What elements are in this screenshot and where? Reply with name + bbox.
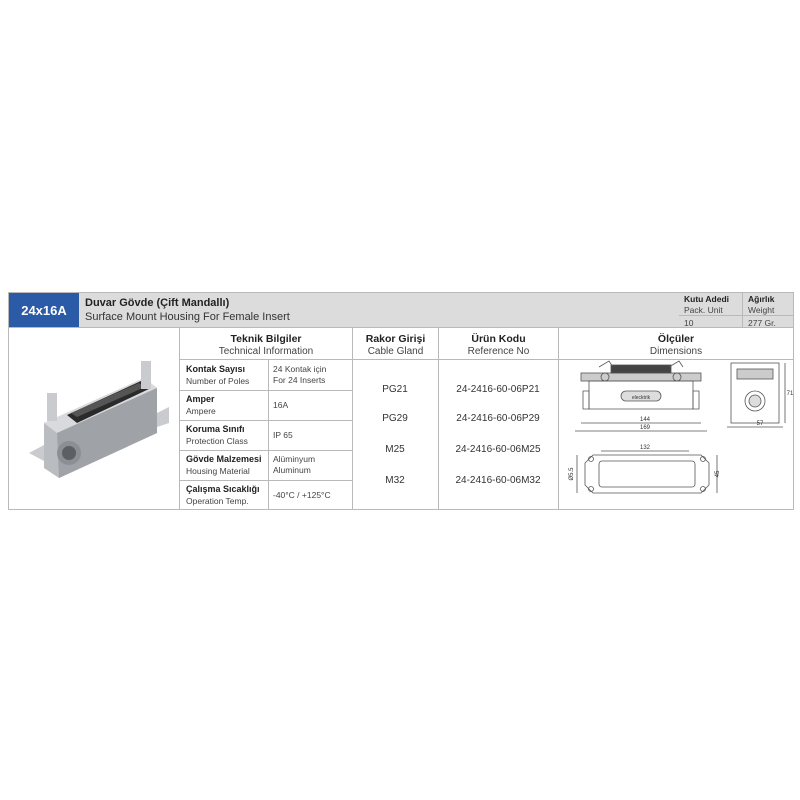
grid-line	[268, 359, 269, 510]
side-view	[727, 363, 785, 427]
dimensions-heading-en: Dimensions	[649, 346, 703, 357]
pack-label-en: Pack. Unit	[684, 305, 723, 315]
gland-value: PG21	[382, 384, 408, 395]
header-bar	[9, 293, 793, 328]
gland-heading-tr: Rakor Girişi	[365, 333, 426, 345]
logo-text: elecktrik	[631, 395, 651, 401]
spec-value-tr: 16A	[273, 400, 289, 410]
title-english: Surface Mount Housing For Female Insert	[85, 311, 290, 323]
technical-heading-en: Technical Information	[218, 346, 314, 357]
top-length: 132	[639, 445, 651, 451]
grid-line	[179, 480, 353, 481]
top-view	[577, 451, 717, 493]
header-divider	[679, 315, 793, 316]
grid-line	[179, 420, 353, 421]
reference-heading-en: Reference No	[467, 346, 530, 357]
reference-value: 24-2416-60-06P29	[456, 413, 540, 424]
spec-label-tr: Amper	[186, 394, 215, 404]
spec-value-en: Aluminum	[273, 465, 311, 475]
spec-value-tr: Alüminyum	[273, 454, 316, 464]
reference-value: 24-2416-60-06M25	[455, 444, 541, 455]
spec-value-tr: IP 65	[273, 430, 293, 440]
dimensions-heading-tr: Ölçüler	[657, 333, 695, 345]
hole-diameter: Ø5.5	[569, 467, 575, 481]
pack-unit-cell	[679, 293, 741, 327]
grid-line	[179, 359, 559, 360]
spec-label-tr: Gövde Malzemesi	[186, 454, 262, 464]
spec-label-tr: Kontak Sayısı	[186, 364, 246, 374]
spec-label-en: Ampere	[186, 406, 216, 416]
weight-value: 277 Gr.	[748, 318, 776, 328]
gland-value: M25	[385, 444, 405, 455]
spec-label-tr: Çalışma Sıcaklığı	[186, 484, 260, 494]
gland-heading	[353, 333, 438, 357]
grid-line	[179, 450, 353, 451]
spec-value	[273, 490, 331, 501]
weight-label-tr: Ağırlık	[748, 294, 775, 304]
technical-heading-tr: Teknik Bilgiler	[230, 333, 302, 345]
dimension-drawing	[559, 359, 793, 509]
pack-label-tr: Kutu Adedi	[684, 294, 730, 304]
weight-label-en: Weight	[748, 305, 775, 315]
spec-value	[273, 430, 293, 441]
spec-label-en: Number of Poles	[186, 376, 250, 386]
side-depth: 57	[756, 421, 764, 427]
product-sheet	[8, 292, 794, 510]
spec-value-tr: 24 Kontak için	[273, 364, 327, 374]
weight-cell	[742, 293, 794, 327]
title-turkish: Duvar Gövde (Çift Mandallı)	[85, 297, 230, 309]
top-width: 45	[715, 470, 721, 478]
spec-value-en: For 24 Inserts	[273, 375, 326, 385]
product-photo	[29, 353, 169, 483]
grid-line	[179, 390, 353, 391]
dimensions-heading	[559, 333, 793, 357]
gland-value: M32	[385, 475, 405, 486]
gland-heading-en: Cable Gland	[367, 346, 424, 357]
side-height: 71	[786, 391, 793, 397]
product-code-badge: 24x16A	[9, 293, 79, 327]
front-width-inner: 144	[639, 417, 651, 423]
spec-value	[273, 400, 288, 411]
spec-label-en: Protection Class	[186, 436, 248, 446]
reference-value: 24-2416-60-06P21	[456, 384, 540, 395]
spec-label-en: Operation Temp.	[186, 496, 249, 506]
spec-value	[273, 364, 326, 386]
reference-heading	[439, 333, 558, 357]
reference-value: 24-2416-60-06M32	[455, 475, 541, 486]
reference-heading-tr: Ürün Kodu	[471, 333, 526, 345]
spec-value	[273, 454, 315, 476]
spec-value-tr: -40°C / +125°C	[273, 490, 331, 500]
pack-value: 10	[684, 318, 694, 328]
front-width-outer: 169	[639, 425, 651, 431]
technical-heading	[180, 333, 352, 357]
spec-label-tr: Koruma Sınıfı	[186, 424, 245, 434]
spec-label-en: Housing Material	[186, 466, 250, 476]
gland-value: PG29	[382, 413, 408, 424]
